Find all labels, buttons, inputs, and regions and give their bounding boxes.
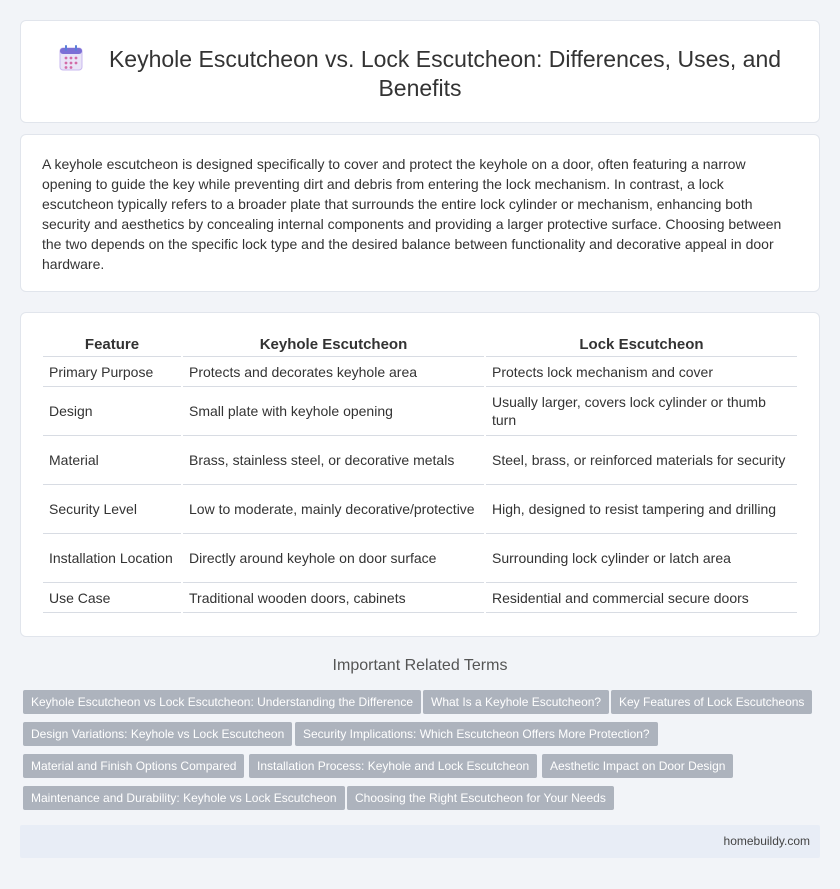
related-tag[interactable]: Maintenance and Durability: Keyhole vs Lock Escutcheon <box>23 786 345 810</box>
calendar-icon <box>59 45 83 71</box>
table-cell: Use Case <box>43 583 181 613</box>
intro-card <box>20 134 820 292</box>
table-row <box>43 436 797 485</box>
table-cell: Steel, brass, or reinforced materials for security <box>486 436 797 485</box>
page-title-text: Keyhole Escutcheon vs. Lock Escutcheon: Differences, Uses, and Benefits <box>108 46 782 101</box>
table-cell: Surrounding lock cylinder or latch area <box>486 534 797 583</box>
column-header: Feature <box>43 331 181 357</box>
table-cell: Small plate with keyhole opening <box>183 387 484 436</box>
footer <box>20 825 820 858</box>
related-tag[interactable]: Choosing the Right Escutcheon for Your Needs <box>347 786 614 810</box>
table-cell: Usually larger, covers lock cylinder or thumb turn <box>486 387 797 436</box>
column-header: Keyhole Escutcheon <box>183 331 484 357</box>
table-row <box>43 485 797 534</box>
table-cell: Traditional wooden doors, cabinets <box>183 583 484 613</box>
table-row <box>43 357 797 387</box>
related-tag[interactable]: Keyhole Escutcheon vs Lock Escutcheon: Understanding the Difference <box>23 690 421 714</box>
table-cell: Protects and decorates keyhole area <box>183 357 484 387</box>
table-cell: Residential and commercial secure doors <box>486 583 797 613</box>
table-cell: Brass, stainless steel, or decorative metals <box>183 436 484 485</box>
comparison-table-card <box>20 312 820 637</box>
table-cell: Primary Purpose <box>43 357 181 387</box>
column-header: Lock Escutcheon <box>486 331 797 357</box>
related-tag[interactable]: What Is a Keyhole Escutcheon? <box>423 690 609 714</box>
page-title <box>21 45 819 103</box>
table-cell: Protects lock mechanism and cover <box>486 357 797 387</box>
related-tag[interactable]: Security Implications: Which Escutcheon Offers More Protection? <box>295 722 658 746</box>
intro-paragraph: A keyhole escutcheon is designed specifically to cover and protect the keyhole on a door, often featuring a narrow opening to guide the key while preventing dirt and debris from entering the lock mechanism. In contrast, a lock escutcheon typically refers to a broader plate that surrounds the entire lock cylinder or mechanism, enhancing both security and aesthetics by concealing internal components and providing a larger protective surface. Choosing between the two depends on the specific lock type and the desired balance between functionality and decorative appeal in door hardware. <box>42 156 782 272</box>
related-tag[interactable]: Installation Process: Keyhole and Lock Escutcheon <box>249 754 537 778</box>
table-row <box>43 534 797 583</box>
related-terms-heading: Important Related Terms <box>332 657 508 674</box>
table-row <box>43 387 797 436</box>
table-cell: Security Level <box>43 485 181 534</box>
comparison-table <box>41 331 799 613</box>
table-row <box>43 583 797 613</box>
related-tag[interactable]: Material and Finish Options Compared <box>23 754 244 778</box>
table-cell: High, designed to resist tampering and drilling <box>486 485 797 534</box>
table-cell: Material <box>43 436 181 485</box>
table-cell: Design <box>43 387 181 436</box>
table-cell: Installation Location <box>43 534 181 583</box>
table-cell: Directly around keyhole on door surface <box>183 534 484 583</box>
related-tag[interactable]: Design Variations: Keyhole vs Lock Escutcheon <box>23 722 292 746</box>
related-tag[interactable]: Aesthetic Impact on Door Design <box>542 754 733 778</box>
footer-site-link[interactable]: homebuildy.com <box>723 834 810 848</box>
related-tag[interactable]: Key Features of Lock Escutcheons <box>611 690 812 714</box>
table-cell: Low to moderate, mainly decorative/protective <box>183 485 484 534</box>
table-header-row <box>43 331 797 357</box>
title-card <box>20 20 820 123</box>
